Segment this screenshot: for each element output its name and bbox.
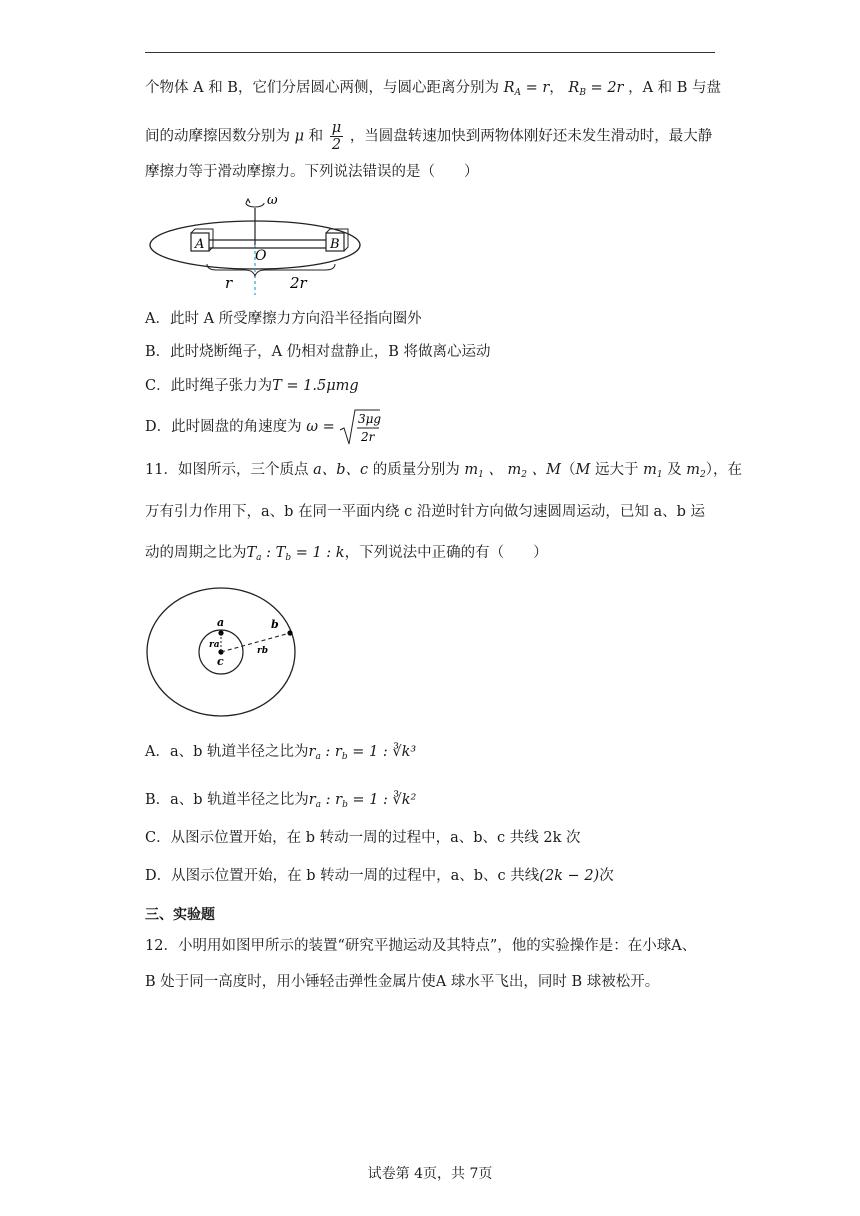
radius-b xyxy=(221,633,290,652)
q10-line-3: 摩擦力等于滑动摩擦力。下列说法错误的是（ ） xyxy=(145,164,479,180)
q11-line-1: 11．如图所示，三个质点 a、b、c 的质量分别为 $m_1$ 、 $m_2$ 、M（M 远大于 $m_1$ 及 $m_2$），在 xyxy=(145,462,743,480)
r-label: r xyxy=(225,274,233,292)
label-a: a xyxy=(217,616,225,629)
svg-text:2r: 2r xyxy=(361,430,375,444)
q10-option-a: A．此时 A 所受摩擦力方向沿半径指向圈外 xyxy=(145,311,422,327)
q11-points: a、b、c xyxy=(313,462,369,478)
orbit-figure xyxy=(145,585,300,720)
q10-option-c-text: C．此时绳子张力为 xyxy=(145,378,273,394)
q11-option-a-text: A．a、b 轨道半径之比为 xyxy=(145,744,309,760)
center-o-label: O xyxy=(255,248,267,264)
q12-line-2: B 处于同一高度时，用小锤轻击弹性金属片使A 球水平飞出，同时 B 球被松开。 xyxy=(145,974,660,990)
q12-line-1: 12．小明用如图甲所示的装置“研究平抛运动及其特点”，他的实验操作是：在小球A、 xyxy=(145,938,697,954)
q11-option-b xyxy=(145,790,416,815)
q11-text-3b: ，下列说法中正确的有（ ） xyxy=(344,545,548,561)
q10-text-1a: 个物体 A 和 B，它们分居圆心两侧，与圆心距离分别为 xyxy=(145,80,499,96)
sqrt-formula xyxy=(339,408,381,446)
formula-mu-over-2: $\frac{\mu}{2}$ xyxy=(331,120,342,153)
tension-formula: T = 1.5μmg xyxy=(272,378,359,394)
q10-option-c xyxy=(145,376,359,396)
svg-text:3μg: 3μg xyxy=(358,412,382,426)
period-ratio: $T_a$ : $T_b = 1$ : k xyxy=(246,545,345,563)
q11-text-1b: 的质量分别为 xyxy=(372,462,460,478)
block-b-label: B xyxy=(330,237,340,252)
q10-text-2c: ，当圆盘转速加快到两物体刚好还未发生滑动时，最大静 xyxy=(349,128,713,145)
q10-option-d xyxy=(145,408,381,448)
q10-text-1b: ，A 和 B 与盘 xyxy=(628,80,722,96)
formula-rb: $R_B = 2r$ xyxy=(568,80,624,98)
q11-option-a xyxy=(145,742,416,767)
q11-option-c: C．从图示位置开始，在 b 转动一周的过程中，a、b、c 共线 2k 次 xyxy=(145,830,581,846)
q10-option-d-text: D．此时圆盘的角速度为 xyxy=(145,419,302,435)
formula-ra: $R_A = r$ xyxy=(503,80,550,98)
q11-option-d-end: 次 xyxy=(599,868,614,884)
page-footer: 试卷第 4页，共 7页 xyxy=(367,1166,493,1182)
header-rule xyxy=(145,52,715,53)
q11-option-b-text: B．a、b 轨道半径之比为 xyxy=(145,792,309,808)
q11-text-1c: 远大于 xyxy=(594,462,639,478)
label-rb: rb xyxy=(257,646,269,656)
q11-option-d xyxy=(145,866,614,886)
arrow-head xyxy=(246,199,250,203)
section-title: 三、实验题 xyxy=(145,907,215,923)
block-a-label: A xyxy=(195,237,205,252)
omega-formula: ω = xyxy=(306,419,335,435)
q10-line-1: 个物体 A 和 B，它们分居圆心两侧，与圆心距离分别为 $R_A = r$， $R_B = 2r$ ，A 和 B 与盘 xyxy=(145,80,722,98)
radius-ratio-b: $r_a$ : $r_b = 1$ : ∛k² xyxy=(308,792,417,810)
formula-mu: μ xyxy=(294,128,305,145)
q10-text-2b: 和 xyxy=(308,128,324,145)
omega-label: ω xyxy=(267,193,278,208)
q11-line-3 xyxy=(145,543,548,568)
label-c: c xyxy=(217,655,224,668)
collinear-formula: (2k − 2) xyxy=(539,868,600,884)
q11-option-d-text: D．从图示位置开始，在 b 转动一周的过程中，a、b、c 共线 xyxy=(145,868,540,884)
q10-line-2 xyxy=(145,120,712,153)
turntable-figure xyxy=(145,190,365,298)
q10-option-b: B．此时烧断绳子，A 仍相对盘静止，B 将做离心运动 xyxy=(145,344,491,360)
q11-text-3a: 动的周期之比为 xyxy=(145,545,247,561)
q11-masses: $m_1$ 、 $m_2$ 、M xyxy=(464,462,561,480)
q11-text-1d: ），在 xyxy=(705,462,743,478)
rotation-arrow xyxy=(246,203,264,207)
q11-line-2: 万有引力作用下，a、b 在同一平面内绕 c 沿逆时针方向做匀速圆周运动，已知 a、b 运 xyxy=(145,504,706,520)
2r-label: 2r xyxy=(290,274,307,292)
q10-text-2a: 间的动摩擦因数分别为 xyxy=(145,128,290,145)
q11-masses-2: $m_1$ xyxy=(643,462,663,480)
radius-ratio-a: $r_a$ : $r_b = 1$ : ∛k³ xyxy=(308,744,417,762)
label-b: b xyxy=(271,618,279,631)
sqrt-sign xyxy=(339,408,381,446)
label-ra: ra xyxy=(209,640,220,650)
q11-text-1a: 11．如图所示，三个质点 xyxy=(145,462,309,478)
